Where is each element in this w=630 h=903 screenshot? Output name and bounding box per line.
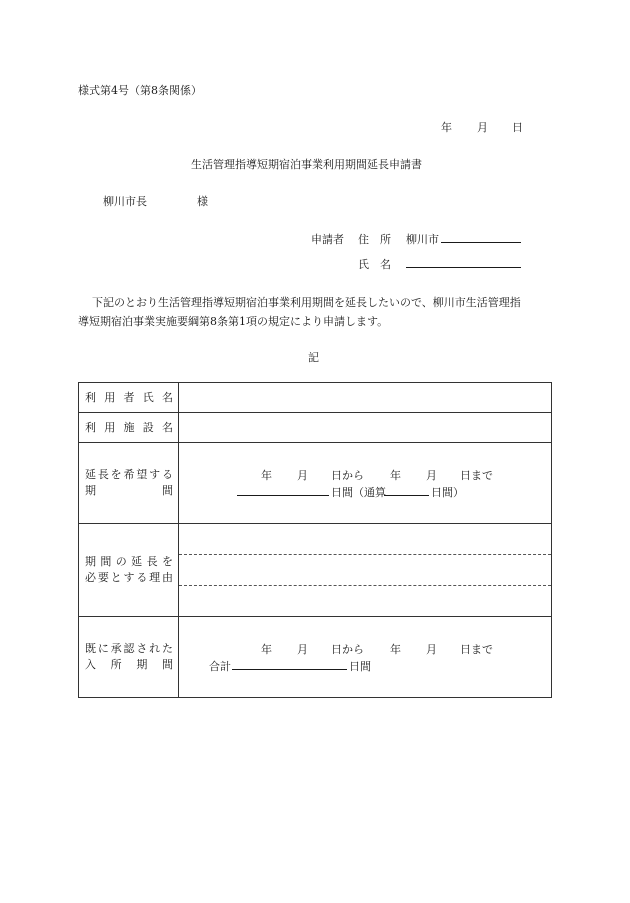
appr-year-2: 年 (390, 643, 401, 656)
address-value: 柳川市 (406, 233, 439, 246)
addressee-name: 柳川市長 (103, 195, 147, 208)
user-name-field[interactable] (179, 383, 552, 413)
ext-month-1: 月 (297, 469, 308, 482)
facility-field[interactable] (179, 413, 552, 443)
date-year: 年 (441, 121, 452, 134)
facility-label: 利 用 施 設 名 (79, 413, 179, 443)
facility-row (79, 413, 552, 443)
reason-line-3[interactable] (179, 585, 551, 616)
approved-period-field[interactable] (179, 617, 552, 698)
extension-period-label: 延 長 を 希 望 す る 期 間 (79, 443, 179, 524)
ext-day-1: 日から (331, 469, 364, 482)
body-line-1: 下記のとおり生活管理指導短期宿泊事業利用期間を延長したいので、柳川市生活管理指 (92, 296, 521, 309)
appr-day-1: 日から (331, 643, 364, 656)
application-table (78, 382, 552, 698)
date-day: 日 (512, 121, 523, 134)
form-number: 様式第4号（第8条関係） (78, 84, 202, 97)
extension-period-field[interactable] (179, 443, 552, 524)
extension-period-row (79, 443, 552, 524)
reason-row (79, 524, 552, 617)
appr-day-2: 日まで (460, 643, 493, 656)
ext-day-2: 日まで (460, 469, 493, 482)
ext-year-2: 年 (390, 469, 401, 482)
ki-heading: 記 (308, 351, 319, 364)
appr-month-2: 月 (426, 643, 437, 656)
approved-period-row (79, 617, 552, 698)
name-input-line[interactable] (406, 255, 521, 268)
document-title: 生活管理指導短期宿泊事業利用期間延長申請書 (191, 158, 422, 171)
addressee-honorific: 様 (197, 195, 208, 208)
total-days: 日間 (349, 660, 371, 673)
reason-label: 期 間 の 延 長 を 必 要 と す る 理 由 (79, 524, 179, 617)
ext-total-input-line[interactable] (384, 483, 429, 496)
date-month: 月 (477, 121, 488, 134)
approved-period-label: 既 に 承 認 さ れ た 入 所 期 間 (79, 617, 179, 698)
reason-line-2[interactable] (179, 554, 551, 585)
address-label: 住 所 (358, 233, 391, 246)
user-name-row (79, 383, 552, 413)
user-name-label: 利 用 者 氏 名 (79, 383, 179, 413)
name-label: 氏 名 (358, 258, 391, 271)
reason-line-1[interactable] (179, 524, 551, 554)
ext-month-2: 月 (426, 469, 437, 482)
appr-month-1: 月 (297, 643, 308, 656)
body-line-2: 導短期宿泊事業実施要綱第8条第1項の規定により申請します。 (78, 315, 389, 328)
reason-field[interactable] (179, 524, 552, 617)
ext-days-input-line[interactable] (237, 483, 329, 496)
applicant-label: 申請者 (311, 233, 344, 246)
total-input-line[interactable] (232, 657, 347, 670)
ext-days-end: 日間） (431, 486, 464, 499)
ext-days-label: 日間（通算 (331, 486, 386, 499)
appr-year-1: 年 (261, 643, 272, 656)
ext-year-1: 年 (261, 469, 272, 482)
address-input-line[interactable] (441, 230, 521, 243)
total-label: 合計 (209, 660, 231, 673)
